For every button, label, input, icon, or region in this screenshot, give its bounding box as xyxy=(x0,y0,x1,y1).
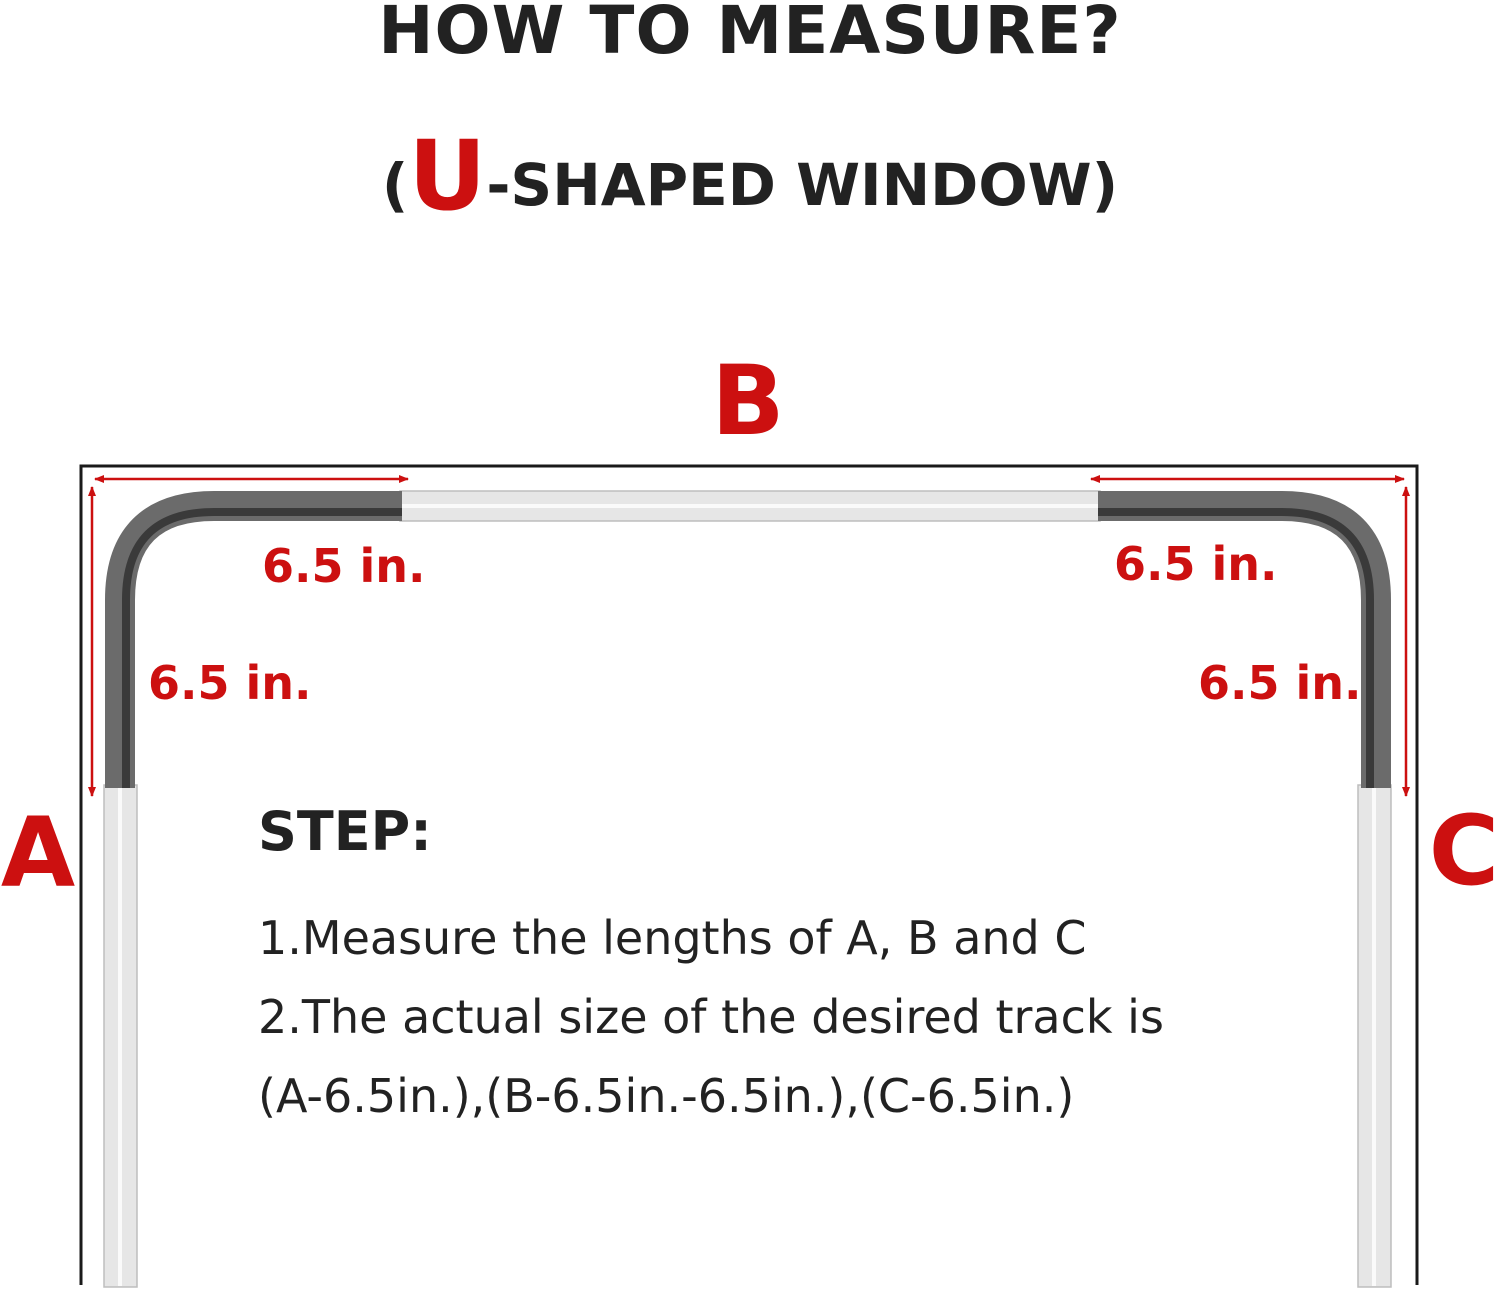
segment-label-c: C xyxy=(1428,795,1500,907)
dim-label-side-left: 6.5 in. xyxy=(148,656,312,710)
dim-label-side-right: 6.5 in. xyxy=(1198,656,1362,710)
segment-label-a: A xyxy=(0,797,76,909)
steps-block xyxy=(258,800,1164,1136)
step-line-3: (A-6.5in.),(B-6.5in.-6.5in.),(C-6.5in.) xyxy=(258,1069,1075,1123)
dim-label-top-left: 6.5 in. xyxy=(262,539,426,593)
subtitle-open-paren: ( xyxy=(381,151,409,219)
subtitle-rest: -SHAPED WINDOW) xyxy=(486,151,1119,219)
step-line-2: 2.The actual size of the desired track is xyxy=(258,990,1164,1044)
step-line-1: 1.Measure the lengths of A, B and C xyxy=(258,911,1087,965)
dim-label-top-right: 6.5 in. xyxy=(1114,537,1278,591)
subtitle-u-letter: U xyxy=(408,120,487,232)
segment-label-b: B xyxy=(711,345,785,457)
page-title: HOW TO MEASURE? xyxy=(378,0,1122,69)
steps-heading: STEP: xyxy=(258,800,432,863)
